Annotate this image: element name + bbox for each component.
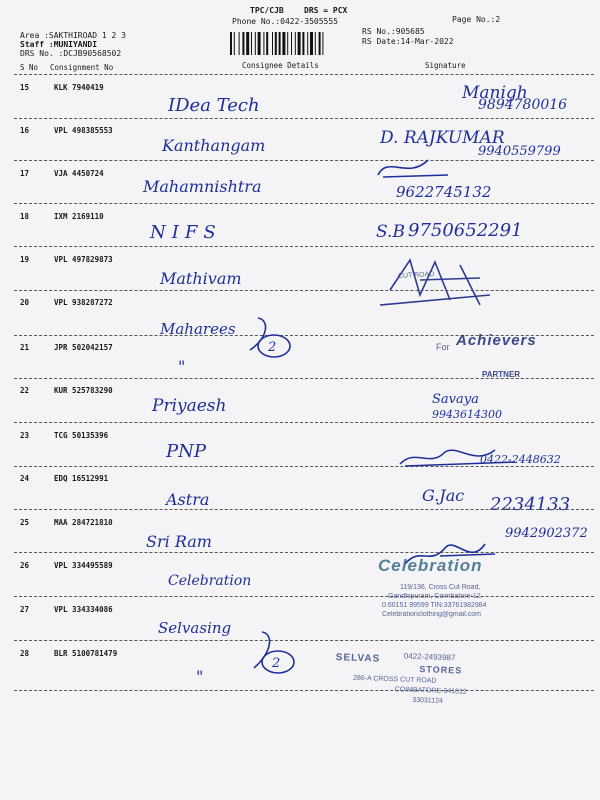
barcode-bar bbox=[258, 32, 261, 55]
achievers-name: Achievers bbox=[456, 332, 537, 349]
row-consignee: IDea Tech bbox=[168, 95, 260, 116]
celebration-email: Celebrationclothing@gmail.com bbox=[382, 611, 481, 618]
table-row bbox=[0, 556, 600, 611]
row-consignment: IXM 2169110 bbox=[54, 212, 104, 221]
scribble-signature-icon bbox=[360, 250, 560, 320]
row-consignee: Sri Ram bbox=[146, 532, 212, 551]
rs-number: RS No.:905685 bbox=[362, 27, 425, 36]
row-signature-number: 9943614300 bbox=[432, 408, 502, 421]
barcode-bar bbox=[295, 32, 296, 55]
row-consignment: VPL 334334086 bbox=[54, 605, 113, 614]
col-consignee-details: Consignee Details bbox=[242, 61, 319, 70]
row-sno: 28 bbox=[20, 649, 30, 658]
celebration-name: Celebration bbox=[378, 556, 483, 575]
circled-mark-icon bbox=[244, 624, 304, 684]
row-consignee: Kanthangam bbox=[162, 136, 266, 155]
barcode-bar bbox=[275, 32, 277, 55]
row-sno: 23 bbox=[20, 431, 30, 440]
row-consignee: Mahamnishtra bbox=[143, 177, 262, 196]
row-divider bbox=[14, 509, 594, 510]
col-sno: S No bbox=[20, 63, 39, 72]
row-consignment: VPL 497829873 bbox=[54, 255, 113, 264]
row-sno: 22 bbox=[20, 386, 30, 395]
table-row bbox=[0, 386, 600, 436]
row-consignee: PNP bbox=[166, 441, 206, 462]
row-divider bbox=[14, 160, 594, 161]
row-signature: Savaya bbox=[432, 392, 479, 407]
row-signature: Manigh bbox=[462, 83, 528, 103]
row-signature-number: 9942902372 bbox=[505, 526, 588, 541]
row-sno: 24 bbox=[20, 474, 30, 483]
stamp-cut-road: CUT ROAD bbox=[397, 271, 435, 280]
barcode-bar bbox=[242, 32, 244, 55]
selvas-stores: STORES bbox=[419, 664, 463, 676]
achievers-for: For bbox=[436, 342, 450, 352]
barcode-bar bbox=[279, 32, 281, 55]
selvas-address-2: COIMBATORE-641012 bbox=[394, 686, 467, 696]
barcode-bar bbox=[307, 32, 308, 55]
barcode-bar bbox=[319, 32, 321, 55]
row-consignee: Celebration bbox=[168, 573, 252, 589]
row-sno: 15 bbox=[20, 83, 30, 92]
barcode-bar bbox=[282, 32, 285, 55]
scribble-signature-icon bbox=[395, 440, 545, 470]
row-consignment: KLK 7940419 bbox=[54, 83, 104, 92]
row-sno: 18 bbox=[20, 212, 30, 221]
barcode-bar bbox=[310, 32, 313, 55]
row-signature: S.B bbox=[376, 222, 405, 242]
row-signature-number: 9622745132 bbox=[396, 183, 492, 201]
row-sno: 27 bbox=[20, 605, 30, 614]
barcode-bar bbox=[287, 32, 288, 55]
row-sno: 25 bbox=[20, 518, 30, 527]
row-divider bbox=[14, 422, 594, 423]
row-signature-number: 9750652291 bbox=[408, 220, 523, 241]
celebration-address-1: 119/136, Cross Cut Road, bbox=[400, 584, 481, 591]
row-consignment: JPR 502042157 bbox=[54, 343, 113, 352]
row-consignee: Astra bbox=[166, 490, 210, 509]
barcode-bar bbox=[230, 32, 232, 55]
row-consignee: " bbox=[196, 667, 204, 686]
barcode-bar bbox=[302, 32, 304, 55]
scribble-signature-icon bbox=[368, 145, 458, 185]
table-row bbox=[0, 474, 600, 524]
barcode-bar bbox=[291, 32, 292, 55]
barcode-bar bbox=[239, 32, 240, 55]
selvas-tin: 33031124 bbox=[412, 696, 444, 705]
row-divider bbox=[14, 246, 594, 247]
row-consignment: MAA 284721810 bbox=[54, 518, 113, 527]
row-signature-number: 0422-2448632 bbox=[480, 453, 561, 466]
drs-number: DRS No. :DCJB90568502 bbox=[20, 49, 122, 58]
row-sno: 21 bbox=[20, 343, 30, 352]
col-consignment: Consignment No bbox=[50, 63, 114, 72]
row-divider bbox=[14, 118, 594, 119]
row-divider bbox=[14, 640, 594, 641]
row-consignment: VPL 498385553 bbox=[54, 126, 113, 135]
drs-code: DRS = PCX bbox=[304, 6, 348, 15]
svg-text:2: 2 bbox=[268, 340, 277, 355]
barcode-bar bbox=[255, 32, 256, 55]
selvas-name: SELVAS bbox=[335, 652, 381, 665]
row-sno: 20 bbox=[20, 298, 30, 307]
row-consignment: VPL 334495589 bbox=[54, 561, 113, 570]
col-signature: Signature bbox=[425, 61, 466, 70]
selvas-phone: 0422-2493987 bbox=[403, 651, 456, 663]
row-divider bbox=[14, 203, 594, 204]
barcode bbox=[230, 32, 355, 55]
barcode-bar bbox=[246, 32, 249, 55]
row-signature: D. RAJKUMAR bbox=[380, 128, 505, 148]
header-divider bbox=[14, 74, 594, 75]
barcode-bar bbox=[298, 32, 301, 55]
row-consignment: EDQ 16512991 bbox=[54, 474, 109, 483]
row-sno: 17 bbox=[20, 169, 30, 178]
barcode-bar bbox=[272, 32, 273, 55]
row-consignment: VPL 938287272 bbox=[54, 298, 113, 307]
celebration-phone: 0.60151 99599 TIN:33761982984 bbox=[382, 602, 487, 609]
rs-date: RS Date:14-Mar-2022 bbox=[362, 37, 454, 46]
area: Area :SAKTHIROAD 1 2 3 bbox=[20, 31, 126, 40]
staff: Staff :MUNIYANDI bbox=[20, 40, 98, 49]
circled-mark-icon bbox=[240, 310, 300, 370]
row-consignment: BLR 5100781479 bbox=[54, 649, 118, 658]
barcode-bar bbox=[251, 32, 252, 55]
barcode-bar bbox=[266, 32, 268, 55]
row-consignee: Priyaesh bbox=[152, 396, 227, 416]
row-consignment: VJA 4450724 bbox=[54, 169, 104, 178]
row-consignee: Mathivam bbox=[160, 269, 242, 288]
row-signature-number: 9894780016 bbox=[478, 97, 568, 113]
row-sno: 26 bbox=[20, 561, 30, 570]
selvas-address-1: 286-A CROSS CUT ROAD bbox=[352, 674, 437, 685]
row-signature-number: 9940559799 bbox=[478, 144, 561, 159]
row-consignment: TCG 50135396 bbox=[54, 431, 109, 440]
row-consignee: NIFS bbox=[150, 222, 222, 243]
row-consignment: KUR 525783290 bbox=[54, 386, 113, 395]
row-divider bbox=[14, 690, 594, 691]
row-sno: 19 bbox=[20, 255, 30, 264]
row-signature-number: 2234133 bbox=[490, 494, 571, 515]
barcode-bar bbox=[263, 32, 264, 55]
barcode-bar bbox=[234, 32, 235, 55]
celebration-address-2: Gandhipuram, Coimbatore-12. bbox=[388, 593, 483, 600]
achievers-role: PARTNER bbox=[482, 370, 521, 379]
row-sno: 16 bbox=[20, 126, 30, 135]
phone-number: Phone No.:0422-3505555 bbox=[232, 17, 338, 26]
row-signature: G.Jac bbox=[422, 486, 465, 505]
company-code: TPC/CJB bbox=[250, 6, 284, 15]
row-divider bbox=[14, 596, 594, 597]
page-number: Page No.:2 bbox=[452, 15, 501, 24]
row-consignee: Maharees bbox=[160, 320, 236, 338]
svg-text:2: 2 bbox=[272, 656, 281, 671]
row-consignee: " bbox=[178, 357, 186, 376]
row-consignee: Selvasing bbox=[158, 619, 232, 637]
barcode-bar bbox=[315, 32, 316, 55]
barcode-bar bbox=[322, 32, 323, 55]
